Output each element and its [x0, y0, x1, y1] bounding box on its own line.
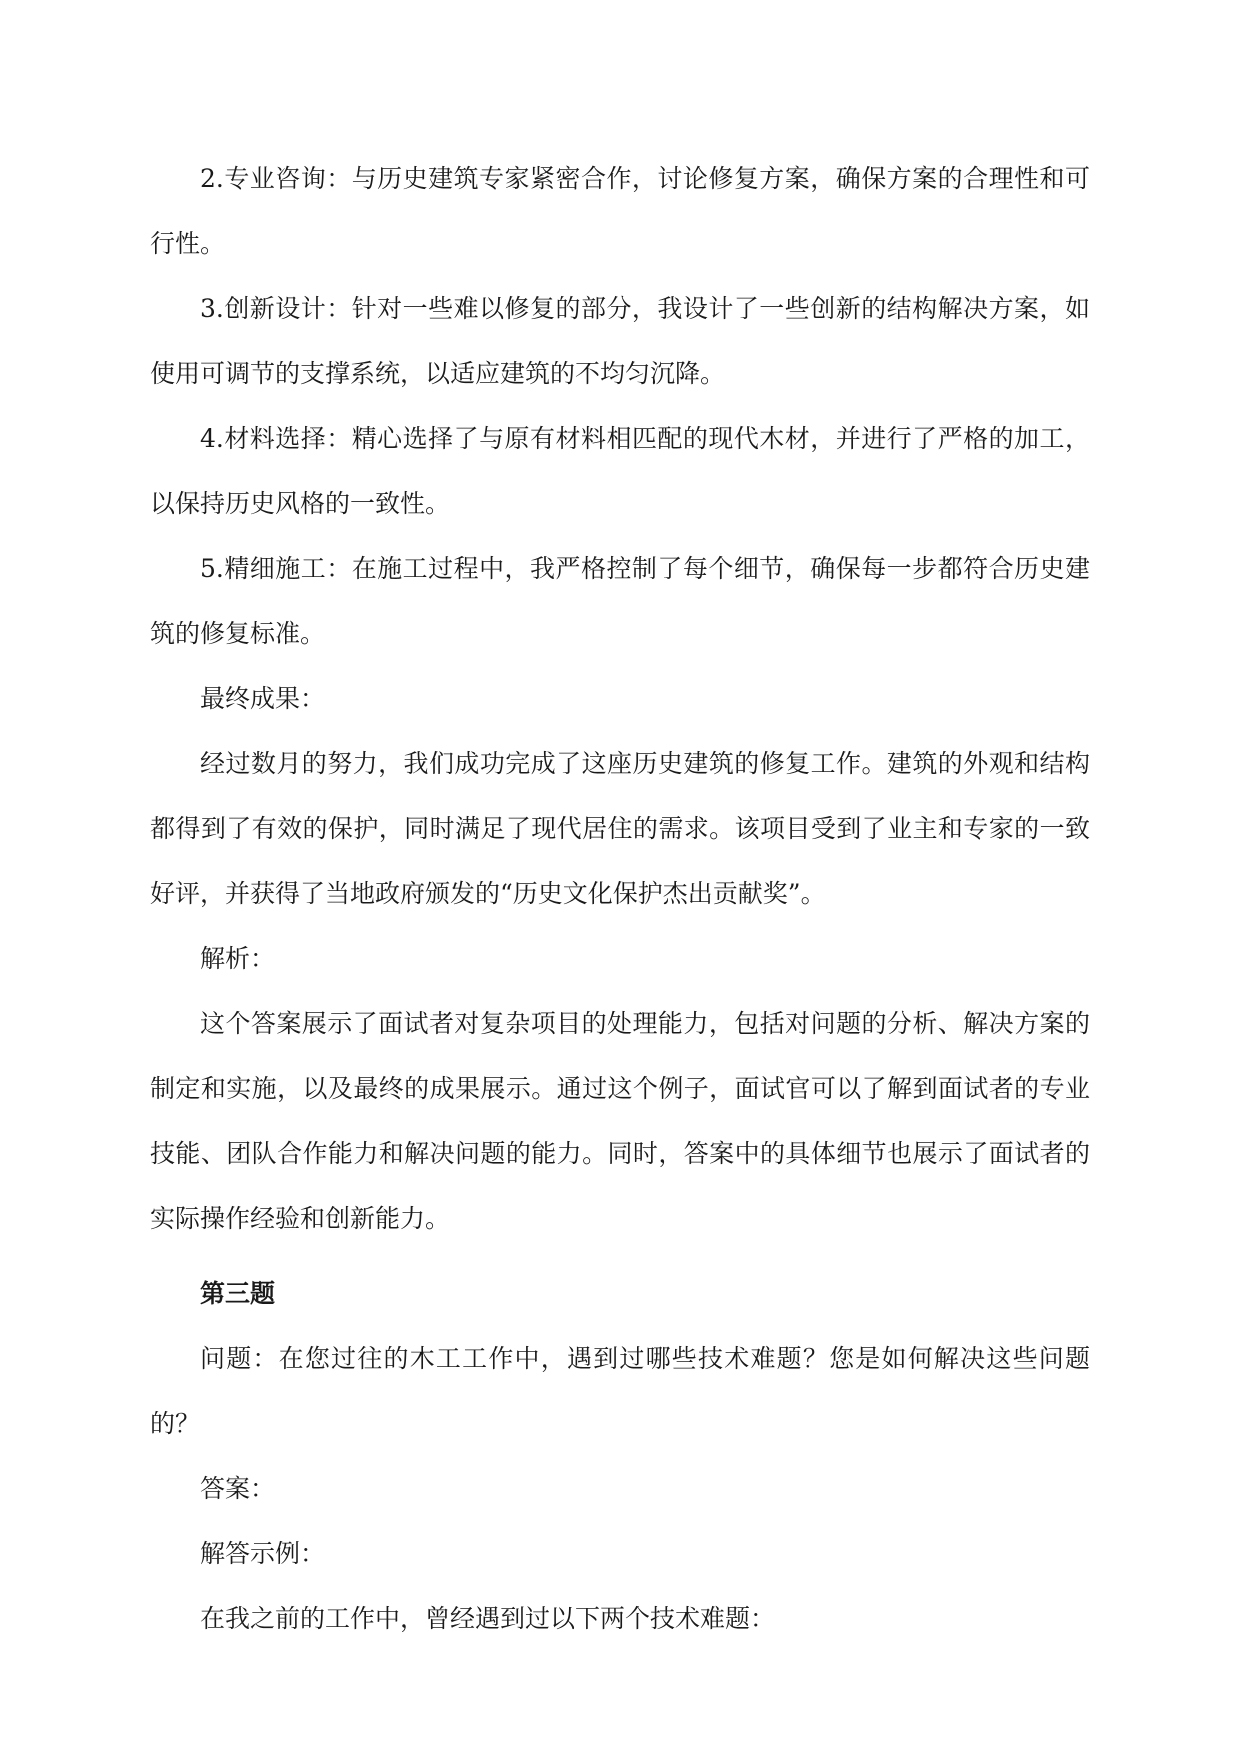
paragraph-example-intro: 在我之前的工作中，曾经遇到过以下两个技术难题：	[200, 1604, 776, 1633]
document-page	[150, 146, 1090, 1651]
section-heading: 第三题	[200, 1279, 276, 1308]
paragraph-final-result-body: 经过数月的努力，我们成功完成了这座历史建筑的修复工作。建筑的外观和结构都得到了有效的保护，同时满足了现代居住的需求。该项目受到了业主和专家的一致好评，并获得了当地政府颁发的“历史文化保护杰出贡献奖”。	[150, 749, 1090, 908]
paragraph-fine-construction: 5.精细施工：在施工过程中，我严格控制了每个细节，确保每一步都符合历史建筑的修复标准。	[150, 554, 1090, 648]
paragraph-analysis-body: 这个答案展示了面试者对复杂项目的处理能力，包括对问题的分析、解决方案的制定和实施，以及最终的成果展示。通过这个例子，面试官可以了解到面试者的专业技能、团队合作能力和解决问题的能力。同时，答案中的具体细节也展示了面试者的实际操作经验和创新能力。	[150, 1009, 1090, 1233]
paragraph-innovative-design: 3.创新设计：针对一些难以修复的部分，我设计了一些创新的结构解决方案，如使用可调节的支撑系统，以适应建筑的不均匀沉降。	[150, 294, 1090, 388]
paragraph-analysis-label: 解析：	[200, 944, 276, 973]
paragraph-example-label: 解答示例：	[200, 1539, 326, 1568]
paragraph-question: 问题：在您过往的木工工作中，遇到过哪些技术难题？您是如何解决这些问题的？	[150, 1344, 1090, 1438]
paragraph-final-result-label: 最终成果：	[200, 684, 326, 713]
paragraph-answer-label: 答案：	[200, 1474, 276, 1503]
paragraph-material-selection: 4.材料选择：精心选择了与原有材料相匹配的现代木材，并进行了严格的加工，以保持历史风格的一致性。	[150, 424, 1090, 518]
paragraph-professional-consultation: 2.专业咨询：与历史建筑专家紧密合作，讨论修复方案，确保方案的合理性和可行性。	[150, 164, 1090, 258]
